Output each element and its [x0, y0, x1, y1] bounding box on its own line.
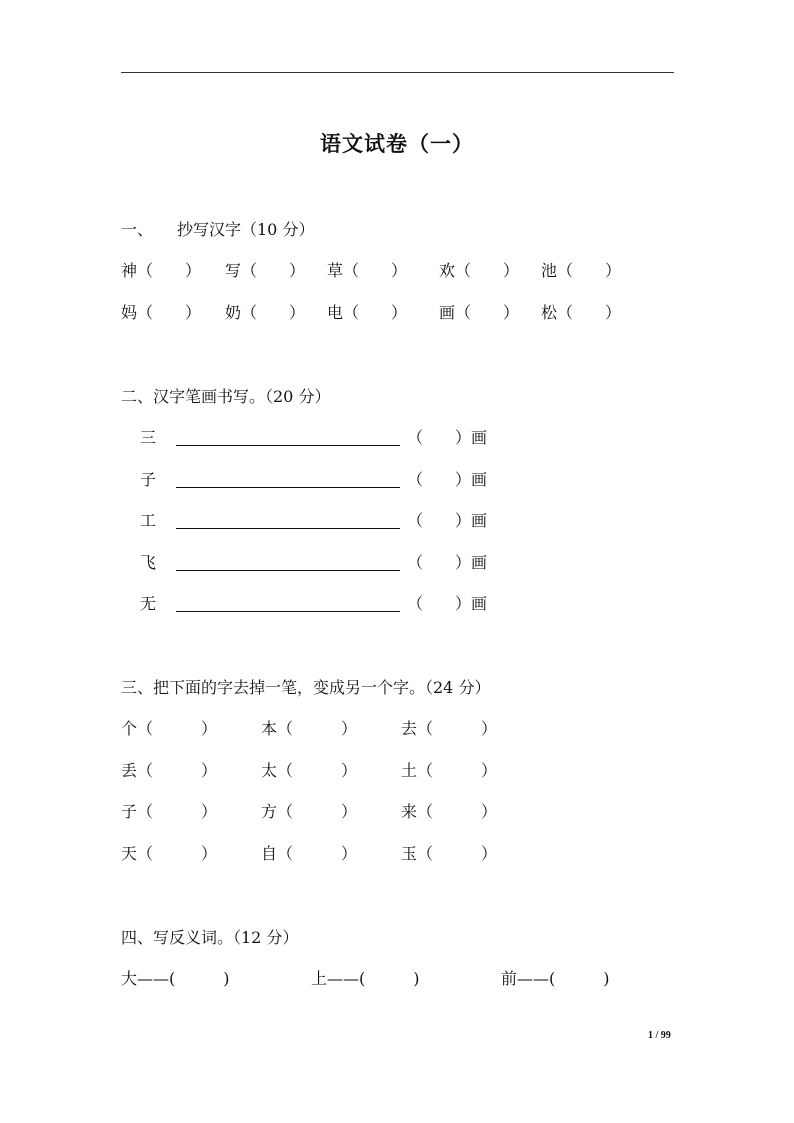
stroke-row — [121, 510, 488, 532]
section2-heading: 二、汉字笔画书写。（20 分） — [121, 387, 331, 406]
section3-row — [121, 760, 498, 782]
section3-row — [121, 801, 498, 823]
stroke-writing-line[interactable] — [176, 611, 400, 612]
copy-item: 妈（ ） — [121, 303, 202, 322]
remove-stroke-item: 来（ ） — [401, 802, 498, 821]
remove-stroke-item: 去（ ） — [401, 719, 498, 738]
remove-stroke-item: 丢（ ） — [121, 761, 218, 780]
stroke-row — [121, 552, 488, 574]
copy-item: 电（ ） — [327, 303, 408, 322]
stroke-row — [121, 593, 488, 615]
section1-heading-num: 一、 — [121, 220, 154, 239]
stroke-count-label: （ ）画 — [407, 470, 488, 489]
remove-stroke-item: 自（ ） — [261, 844, 358, 863]
stroke-count-label: （ ）画 — [407, 553, 488, 572]
stroke-char: 子 — [140, 470, 157, 489]
section4-heading: 四、写反义词。（12 分） — [121, 928, 299, 947]
copy-item: 奶（ ） — [225, 303, 306, 322]
copy-item: 松（ ） — [541, 303, 622, 322]
stroke-writing-line[interactable] — [176, 487, 400, 488]
stroke-count-label: （ ）画 — [407, 511, 488, 530]
section1-heading — [121, 219, 315, 241]
stroke-writing-line[interactable] — [176, 570, 400, 571]
copy-item: 写（ ） — [225, 261, 306, 280]
header-rule — [121, 72, 674, 73]
stroke-char: 无 — [140, 594, 157, 613]
antonym-item: 大——( ) — [121, 969, 230, 988]
page-number: 1 / 99 — [648, 1030, 671, 1041]
section3-row — [121, 718, 498, 740]
section1-row-1 — [121, 260, 622, 282]
copy-item: 欢（ ） — [439, 261, 520, 280]
remove-stroke-item: 方（ ） — [261, 802, 358, 821]
stroke-char: 三 — [140, 428, 157, 447]
stroke-writing-line[interactable] — [176, 445, 400, 446]
antonym-item: 前——( ) — [501, 969, 610, 988]
remove-stroke-item: 本（ ） — [261, 719, 358, 738]
copy-item: 草（ ） — [327, 261, 408, 280]
stroke-count-label: （ ）画 — [407, 428, 488, 447]
remove-stroke-item: 个（ ） — [121, 719, 218, 738]
page-title: 语文试卷（一） — [320, 131, 474, 156]
copy-item: 画（ ） — [439, 303, 520, 322]
stroke-char: 工 — [140, 511, 157, 530]
stroke-row — [121, 469, 488, 491]
section1-heading-text: 抄写汉字（10 分） — [177, 220, 315, 239]
stroke-count-label: （ ）画 — [407, 594, 488, 613]
stroke-row — [121, 427, 488, 449]
remove-stroke-item: 天（ ） — [121, 844, 218, 863]
remove-stroke-item: 太（ ） — [261, 761, 358, 780]
remove-stroke-item: 土（ ） — [401, 761, 498, 780]
section3-row — [121, 843, 498, 865]
section4-row — [121, 968, 610, 990]
stroke-writing-line[interactable] — [176, 528, 400, 529]
remove-stroke-item: 玉（ ） — [401, 844, 498, 863]
section1-row-2 — [121, 302, 622, 324]
section3-heading: 三、把下面的字去掉一笔，变成另一个字。（24 分） — [121, 678, 491, 697]
remove-stroke-item: 子（ ） — [121, 802, 218, 821]
stroke-char: 飞 — [140, 553, 157, 572]
copy-item: 池（ ） — [541, 261, 622, 280]
antonym-item: 上——( ) — [311, 969, 420, 988]
copy-item: 神（ ） — [121, 261, 202, 280]
